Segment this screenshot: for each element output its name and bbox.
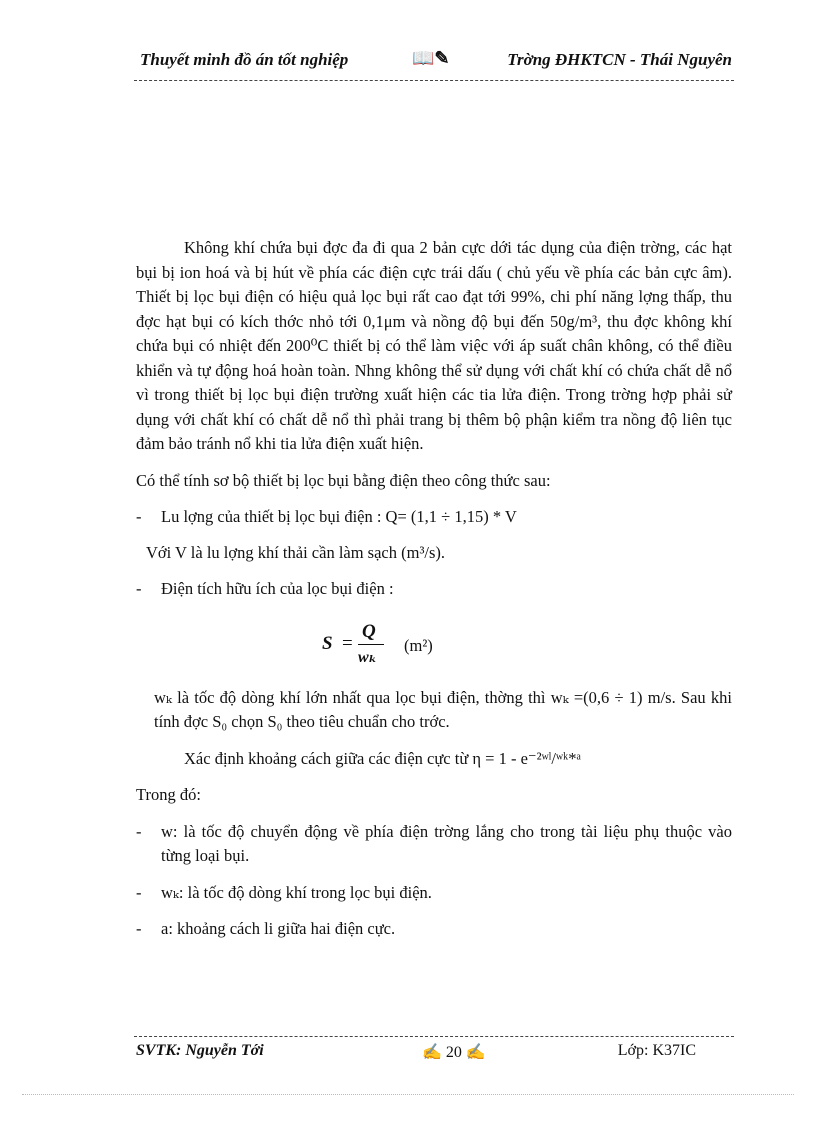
- fraction-bar: [358, 644, 384, 645]
- paragraph-description: Không khí chứa bụi đợc đa đi qua 2 bản cực dới tác dụng của điện trờng, các hạt bụi bị ion hoá và bị hút về phía các điện cực trái dấu ( chủ yếu về phía các bản cực âm). Thiết bị lọc bụi điện có hiệu quả lọc bụi rất cao đạt tới 99%, chi phí năng lợng thấp, thu đợc hạt bụi có kích thớc nhỏ tới 0,1μm và nồng độ bụi đến 50g/m³, thu đợc không khí chứa bụi có nhiệt đến 200⁰C thiết bị có thể làm việc với áp suất chân không, có thể điều khiển và tự động hoá hoàn toàn. Nhng không thể sử dụng với chất khí có chứa chất dễ nổ vì trong thiết bị lọc bụi điện trường xuất hiện các tia lửa điện. Trong trờng hợp phải sử dụng với chất khí có chất dễ nổ thì phải trang bị thêm bộ phận kiểm tra nồng độ liên tục đảm bảo tránh nổ khi tia lửa điện xuất hiện.: [136, 238, 732, 453]
- bullet-text: wₖ: là tốc độ dòng khí trong lọc bụi điện.: [161, 882, 432, 902]
- header-divider: [134, 80, 734, 81]
- bullet-dash: -: [136, 882, 142, 902]
- page-header: [140, 50, 732, 74]
- bottom-dotted-line: [22, 1094, 794, 1095]
- paragraph-where: Trong đó:: [136, 785, 201, 804]
- bullet-dash: -: [136, 919, 142, 938]
- bullet-flow-rate: [136, 505, 732, 530]
- footer-class: Lớp: K37IC: [617, 1042, 696, 1059]
- formula-lhs: S: [322, 632, 333, 654]
- formula-equals: =: [342, 632, 353, 654]
- bullet-text: Lu lợng của thiết bị lọc bụi điện : Q= (1,1 ÷ 1,15) * V: [161, 507, 517, 526]
- bullet-text: Điện tích hữu ích của lọc bụi điện :: [161, 579, 394, 598]
- area-formula: [136, 610, 732, 674]
- bullet-area: [136, 577, 732, 602]
- header-left-title: Thuyết minh đồ án tốt nghiệp: [140, 50, 349, 69]
- bullet-text: a: khoảng cách li giữa hai điện cực.: [161, 919, 396, 938]
- flow-rate-note: Với V là lu lợng khí thải cần làm sạch (m³/s).: [146, 542, 446, 562]
- paragraph-velocity: wₖ là tốc độ dòng khí lớn nhất qua lọc bụi điện, thờng thì wₖ =(0,6 ÷ 1) m/s. Sau khi tính đợc S₀ chọn S₀ theo tiêu chuẩn cho trớc.: [154, 687, 732, 731]
- paragraph-distance: Xác định khoảng cách giữa các điện cực từ η = 1 - e⁻²ʷˡ/ʷᵏ*ᵃ: [184, 748, 581, 768]
- bullet-dash: -: [136, 579, 142, 598]
- footer-divider: [134, 1036, 734, 1037]
- document-body: [136, 236, 732, 942]
- bullet-text: w: là tốc độ chuyển động về phía điện trờng lắng cho trong tài liệu phụ thuộc vào từng loại bụi.: [161, 821, 732, 865]
- bullet-dash: -: [136, 821, 142, 841]
- formula-denominator: wₖ: [358, 648, 378, 666]
- bullet-a: [136, 917, 732, 942]
- book-pen-icon: 📖✎: [412, 48, 450, 68]
- bullet-w: [136, 820, 732, 869]
- footer-author: SVTK: Nguyễn Tới: [136, 1042, 264, 1059]
- formula-unit: (m²): [404, 635, 433, 655]
- paragraph-formula-intro: Có thể tính sơ bộ thiết bị lọc bụi bằng điện theo công thức sau:: [136, 470, 551, 490]
- bullet-dash: -: [136, 507, 142, 526]
- header-right-title: Trờng ĐHKTCN - Thái Nguyên: [507, 50, 732, 69]
- page-number: ✍ 20 ✍: [422, 1044, 486, 1061]
- page-footer: [136, 1042, 732, 1066]
- bullet-wk: [136, 881, 732, 906]
- formula-numerator: Q: [362, 620, 376, 642]
